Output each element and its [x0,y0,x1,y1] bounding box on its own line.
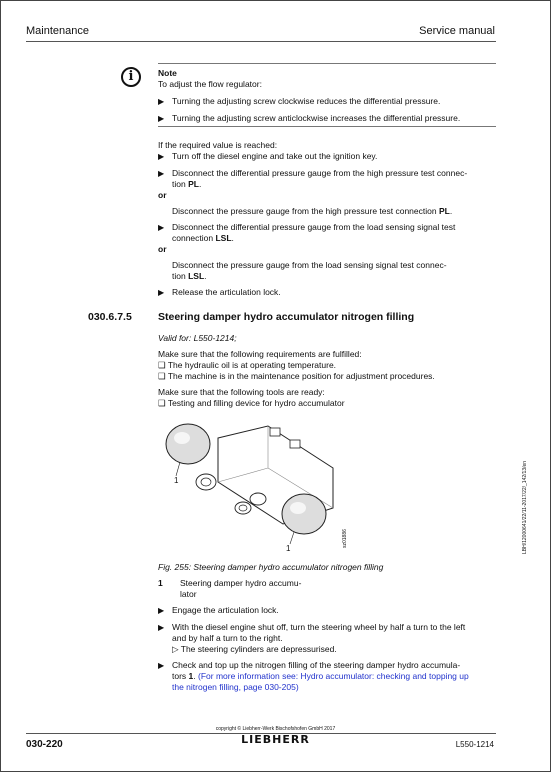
or-label: or [158,190,167,200]
step-check-nitrogen-a: Check and top up the nitrogen filling of the steering damper hydro accumula- [172,660,461,670]
proc-step-1: Turn off the diesel engine and take out the ignition key. [172,151,378,161]
bullet-arrow-icon: ▶ [158,606,165,615]
step-engage-lock: Engage the articulation lock. [172,605,279,615]
step-result: ▷ The steering cylinders are depressurised. [172,644,337,654]
tool-item: ❑ Testing and filling device for hydro accumulator [158,398,345,408]
header-doc-type: Service manual [419,25,495,37]
model-number: L550-1214 [455,740,494,749]
header-section: Maintenance [26,25,89,37]
figure-label: 1 [286,544,291,553]
legend-text-b: lator [180,589,197,599]
note-item-2: Turning the adjusting screw anticlockwise increases the differential pressure. [172,113,461,123]
step-turn-wheel-a: With the diesel engine shut off, turn the steering wheel by half a turn to the left [172,622,466,632]
bullet-arrow-icon: ▶ [158,661,165,670]
tools-intro: Make sure that the following tools are ready: [158,387,325,397]
bullet-arrow-icon: ▶ [158,623,165,632]
liebherr-logo: LIEBHERR [241,733,310,746]
proc-step-2b: tion PL. [172,179,202,189]
note-item-1: Turning the adjusting screw clockwise reduces the differential pressure. [172,96,441,106]
proc-alt-3a: Disconnect the pressure gauge from the load sensing signal test connec- [172,260,447,270]
cross-reference-link[interactable]: (For more information see: Hydro accumulator: checking and topping up [198,671,469,681]
legend-number: 1 [158,578,163,588]
note-top-rule [158,63,496,64]
proc-step-4: Release the articulation lock. [172,287,281,297]
note-intro: To adjust the flow regulator: [158,79,262,89]
copyright: copyright © Liebherr-Werk Bischofshofen GmbH 2017 [215,726,336,732]
section-number: 030.6.7.5 [88,311,132,323]
figure-code: sz01886 [342,529,348,548]
requirement-item: ❑ The hydraulic oil is at operating temperature. [158,360,337,370]
proc-intro: If the required value is reached: [158,140,278,150]
step-turn-wheel-b: and by half a turn to the right. [172,633,283,643]
document-code: LBH/12000641/22/11-2017/22/_142/13/en [522,460,528,554]
requirement-item: ❑ The machine is in the maintenance position for adjustment procedures. [158,371,435,381]
section-title: Steering damper hydro accumulator nitrogen filling [158,311,415,323]
figure-label: 1 [174,476,179,485]
bullet-arrow-icon: ▶ [158,97,165,106]
bullet-arrow-icon: ▶ [158,288,165,297]
bullet-arrow-icon: ▶ [158,223,165,232]
proc-step-3b: connection LSL. [172,233,234,243]
cross-reference-link[interactable]: the nitrogen filling, page 030-205) [172,682,299,692]
figure-caption: Fig. 255: Steering damper hydro accumulator nitrogen filling [158,562,384,572]
note-title: Note [158,68,177,78]
hydro-accumulator-figure [158,416,358,558]
bullet-arrow-icon: ▶ [158,152,165,161]
bullet-arrow-icon: ▶ [158,169,165,178]
legend-text-a: Steering damper hydro accumu- [180,578,302,588]
info-icon: i [121,67,141,87]
or-label: or [158,244,167,254]
valid-for: Valid for: L550-1214; [158,333,237,343]
page-number: 030-220 [26,739,63,750]
proc-alt-2: Disconnect the pressure gauge from the high pressure test connection PL. [172,206,453,216]
requirements-intro: Make sure that the following requirements are fulfilled: [158,349,362,359]
proc-alt-3b: tion LSL. [172,271,207,281]
note-bottom-rule [158,126,496,127]
bullet-arrow-icon: ▶ [158,114,165,123]
header-rule [26,41,496,42]
proc-step-2a: Disconnect the differential pressure gauge from the high pressure test connec- [172,168,468,178]
step-check-nitrogen-b: tors 1. (For more information see: Hydro accumulator: checking and topping up [172,671,469,681]
proc-step-3a: Disconnect the differential pressure gauge from the load sensing signal test [172,222,456,232]
